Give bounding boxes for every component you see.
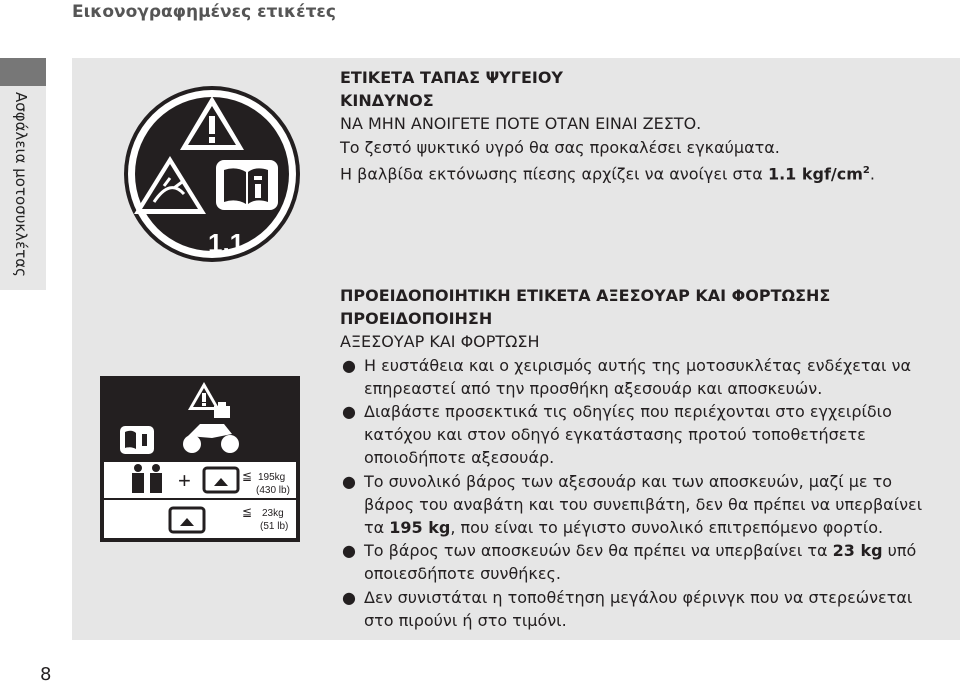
max-cargo-value: 23 kg (832, 541, 883, 561)
side-tab-marker (0, 58, 46, 86)
max-cargo-kg: 23kg (262, 508, 284, 519)
pressure-exponent: 2 (862, 164, 870, 176)
bullet-text: υπό οποιεσδήποτε συνθήκες. (364, 541, 917, 584)
list-item (340, 586, 940, 632)
pressure-prefix: Η βαλβίδα εκτόνωσης πίεσης αρχίζει να ανοίγει στα (340, 164, 768, 184)
manual-book-icon (216, 160, 278, 210)
warning-signal: ΠΡΟΕΙΔΟΠΟΙΗΣΗ (340, 309, 493, 329)
bullet-text: Το συνολικό βάρος των αξεσουάρ και των αποσκευών, μαζί με το βάρος του αναβάτη και του συνεπιβάτη, δεν θα πρέπει να υπερβαίνει τα (364, 471, 923, 538)
accessory-title: ΠΡΟΕΙΔΟΠΟΙΗΤΙΚΗ ΕΤΙΚΕΤΑ ΑΞΕΣΟΥΑΡ ΚΑΙ ΦΟΡΤΩΣΗΣ (340, 286, 831, 305)
radiator-cap-title: ΕΤΙΚΕΤΑ ΤΑΠΑΣ ΨΥΓΕΙΟΥ (340, 68, 564, 87)
list-item (340, 539, 940, 585)
bullet-text: Η ευστάθεια και ο χειρισμός αυτής της μοτοσυκλέτας ενδέχεται να επηρεαστεί από την προσθήκη αξεσουάρ και αποσκευών. (364, 355, 912, 398)
pressure-suffix: . (869, 164, 875, 184)
accessory-bullets (340, 354, 940, 632)
side-tab-label: Ασφάλεια μοτοσυκλέτας (12, 92, 30, 277)
bullet-icon: ● (342, 355, 356, 375)
max-total-lb: (430 lb) (256, 485, 290, 496)
bullet-icon: ● (342, 471, 356, 491)
le-symbol: ≦ (242, 469, 253, 483)
list-item (340, 400, 940, 470)
max-load-value: 195 kg (389, 518, 451, 538)
list-item (340, 470, 940, 540)
bullet-icon: ● (342, 402, 356, 422)
accessory-label-image (100, 376, 300, 542)
page-number: 8 (40, 664, 52, 685)
radiator-cap-label-image (124, 74, 300, 274)
bullet-text: Διαβάστε προσεκτικά τις οδηγίες που περιέχονται στο εγχειρίδιο κατόχου και στον οδηγό εγκατάστασης προτού τοποθετήσετε οποιοδήποτε αξεσουάρ. (364, 402, 892, 468)
list-item (340, 354, 940, 400)
radiator-cap-line: Το ζεστό ψυκτικό υγρό θα σας προκαλέσει εγκαύματα. (340, 137, 780, 157)
bullet-text: Το βάρος των αποσκευών δεν θα πρέπει να υπερβαίνει τα (364, 541, 833, 561)
radiator-cap-line: ΝΑ ΜΗΝ ΑΝΟΙΓΕΤΕ ΠΟΤΕ ΟΤΑΝ ΕΙΝΑΙ ΖΕΣΤΟ. (340, 114, 702, 134)
accessory-section (340, 284, 940, 632)
bullet-icon: ● (342, 541, 356, 561)
danger-signal: ΚΙΝΔΥΝΟΣ (340, 91, 434, 111)
radiator-cap-section (340, 66, 940, 185)
le-symbol: ≦ (242, 505, 253, 519)
bullet-text: Δεν συνιστάται η τοποθέτηση μεγάλου φέρινγκ που να στερεώνεται στο πιρούνι ή στο τιμόνι. (364, 587, 913, 630)
max-cargo-lb: (51 lb) (260, 521, 289, 532)
accessory-subtitle: ΑΞΕΣΟΥΑΡ ΚΑΙ ΦΟΡΤΩΣΗ (340, 332, 540, 352)
page-header: Εικονογραφημένες ετικέτες (72, 2, 336, 22)
bullet-text: , που είναι το μέγιστο συνολικό επιτρεπόμενο φορτίο. (450, 518, 884, 538)
plus-symbol: + (178, 468, 191, 493)
manual-book-icon (120, 426, 154, 454)
max-total-kg: 195kg (258, 472, 286, 483)
pressure-value-image-text: 1.1 (208, 228, 245, 258)
pressure-value: 1.1 kgf/cm (767, 164, 863, 184)
bullet-icon: ● (342, 587, 356, 607)
pressure-line (340, 159, 940, 186)
